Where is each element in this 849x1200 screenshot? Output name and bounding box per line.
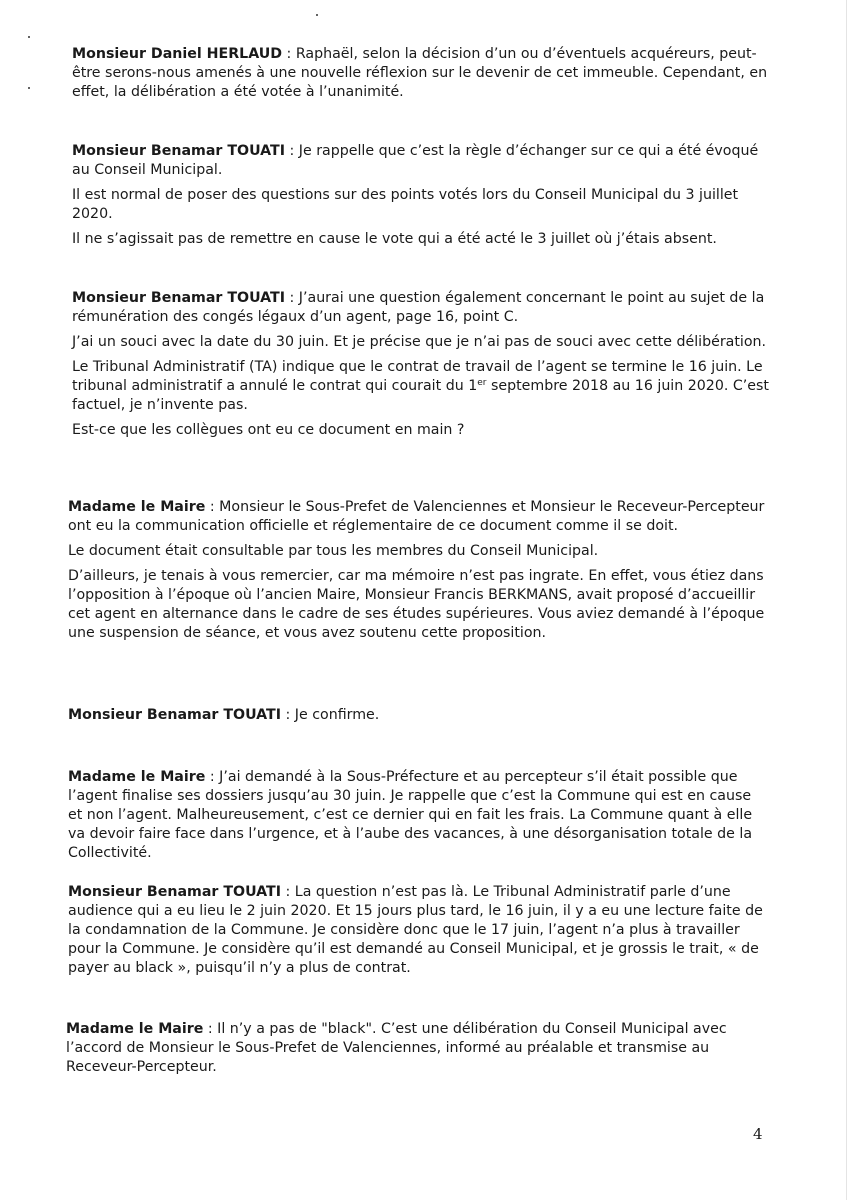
speech-paragraph [72,45,772,102]
exchange-block [66,1020,766,1083]
speech-paragraph: Il est normal de poser des questions sur des points votés lors du Conseil Municipal du 3 juillet 2020. [72,187,739,222]
speaker-name: Monsieur Benamar TOUATI [68,707,281,723]
speech-text: : J’ai demandé à la Sous-Préfecture et au percepteur s’il était possible que l’agent finalise ses dossiers jusqu’au 30 juin. Je rappelle que c’est la Commune qui est en cause et non l’agent. Malheureusement, c’est ce dernier qui en fait les frais. La Commune quant à elle va devoir faire face dans l’urgence, et à l’aube des vacances, à une désorganisation totale de la Collectivité. [68,769,753,861]
speaker-name: Monsieur Benamar TOUATI [72,143,285,159]
ordinal-superscript: er [477,378,487,388]
exchange-block [72,142,772,255]
speech-paragraph: Est-ce que les collègues ont eu ce document en main ? [72,422,465,438]
exchange-block [72,289,772,446]
speech-paragraph: D’ailleurs, je tenais à vous remercier, car ma mémoire n’est pas ingrate. En effet, vous étiez dans l’opposition à l’époque où l’ancien Maire, Monsieur Francis BERKMANS, avait proposé d’accueillir cet agent en alternance dans le cadre de ses études supérieures. Vous aviez demandé à l’époque une suspension de séance, et vous avez soutenu cette proposition. [68,568,765,641]
speaker-name: Madame le Maire [68,769,206,785]
speech-text: Le Tribunal Administratif (TA) indique que le contrat de travail de l’agent se termine le 16 juin. Le tribunal administratif a annulé le contrat qui courait du 1 [72,359,763,394]
exchange-block [72,45,772,108]
speech-paragraph [68,498,768,536]
speech-text: : La question n’est pas là. Le Tribunal Administratif parle d’une audience qui a eu lieu le 2 juin 2020. Et 15 jours plus tard, le 16 juin, il y a eu une lecture faite de la condamnation de la Commune. Je considère donc que le 17 juin, l’agent n’a plus à travailler pour la Commune. Je considère qu’il est demandé au Conseil Municipal, et je grossis le trait, « de payer au black », puisqu’il n’y a plus de contrat. [68,884,763,976]
speaker-name: Madame le Maire [68,499,206,515]
speaker-name: Monsieur Benamar TOUATI [68,884,281,900]
speech-text: : Il n’y a pas de "black". C’est une délibération du Conseil Municipal avec l’accord de Monsieur le Sous-Prefet de Valenciennes, informé au préalable et transmise au Receveur-Percepteur. [66,1021,727,1075]
speech-paragraph [68,883,768,978]
exchange-block [68,706,768,731]
scan-speck [28,36,30,38]
speaker-name: Monsieur Benamar TOUATI [72,290,285,306]
speech-paragraph [68,706,768,725]
speech-paragraph [72,358,772,415]
page-number: 4 [753,1125,763,1143]
speech-paragraph [68,768,768,863]
speech-paragraph [72,289,772,327]
speech-paragraph: J’ai un souci avec la date du 30 juin. Et je précise que je n’ai pas de souci avec cette délibération. [72,334,767,350]
speech-text: : Monsieur le Sous-Prefet de Valenciennes et Monsieur le Receveur-Percepteur ont eu la communication officielle et réglementaire de ce document comme il se doit. [68,499,765,534]
speech-text: : Je confirme. [281,707,380,723]
exchange-block [68,883,768,984]
scan-speck [316,14,318,16]
speech-paragraph [66,1020,766,1077]
speech-text: : Je rappelle que c’est la règle d’échanger sur ce qui a été évoqué au Conseil Municipal. [72,143,759,178]
speaker-name: Madame le Maire [66,1021,204,1037]
speech-paragraph [72,142,772,180]
exchange-block [68,768,768,869]
scan-speck [28,87,30,89]
speech-paragraph: Il ne s’agissait pas de remettre en cause le vote qui a été acté le 3 juillet où j’étais absent. [72,231,717,247]
speech-paragraph: Le document était consultable par tous les membres du Conseil Municipal. [68,543,599,559]
scan-edge [846,0,847,1200]
speaker-name: Monsieur Daniel HERLAUD [72,46,283,62]
speech-text: : J’aurai une question également concernant le point au sujet de la rémunération des congés légaux d’un agent, page 16, point C. [72,290,765,325]
exchange-block [68,498,768,649]
speech-text: septembre 2018 au 16 juin 2020. C’est factuel, je n’invente pas. [72,378,769,413]
speech-text: : Raphaël, selon la décision d’un ou d’éventuels acquéreurs, peut-être serons-nous amenés à une nouvelle réflexion sur le devenir de cet immeuble. Cependant, en effet, la délibération a été votée à l’unanimité. [72,46,768,100]
